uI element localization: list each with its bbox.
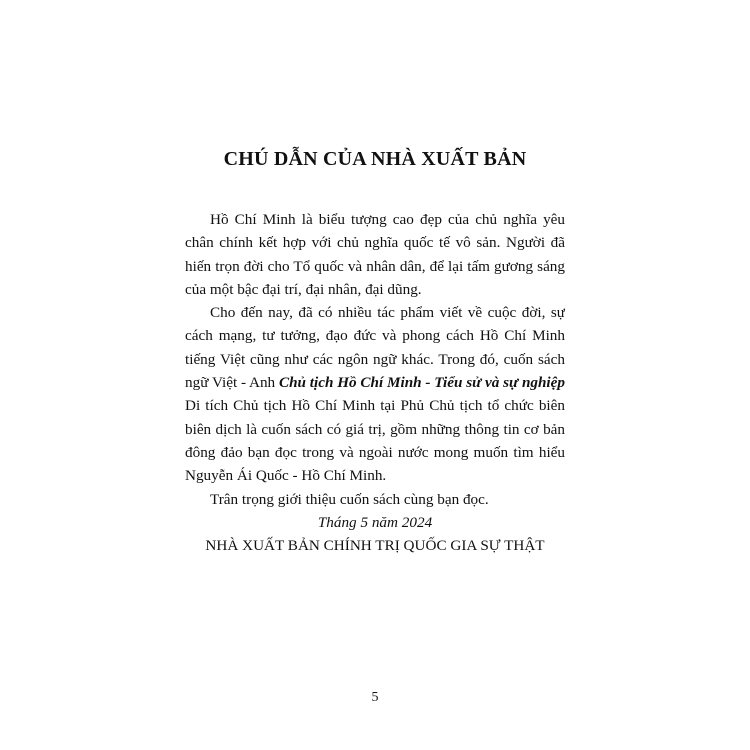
paragraph-2-line-3: tiếng Việt cũng như các ngôn ngữ khác. Trong đó, cuốn sách [185, 350, 565, 368]
paragraph-2-line-1: Cho đến nay, đã có nhiều tác phẩm viết về cuộc đời, sự [210, 304, 565, 322]
signature-date: Tháng 5 năm 2024 [317, 514, 433, 531]
paragraph-1-line-2: chân chính kết hợp với chủ nghĩa quốc tế vô sản. Người đã [185, 234, 565, 252]
paragraph-2-line-6: biên dịch là cuốn sách có giá trị, gồm những thông tin cơ bản [185, 420, 565, 438]
paragraph-2-line-4 [185, 371, 565, 394]
paragraph-2-line-7: đông đảo bạn đọc trong và ngoài nước mong muốn tìm hiểu [185, 443, 565, 461]
paragraph-2-line-5: Di tích Chủ tịch Hồ Chí Minh tại Phủ Chủ tịch tổ chức biên [185, 397, 565, 415]
paragraph-3: Trân trọng giới thiệu cuốn sách cùng bạn đọc. [210, 490, 489, 508]
text-before-book-title: ngữ Việt - Anh [185, 374, 279, 392]
paragraph-1-line-1: Hồ Chí Minh là biểu tượng cao đẹp của chủ nghĩa yêu [210, 211, 565, 228]
paragraph-1-line-3: hiến trọn đời cho Tổ quốc và nhân dân, để lại tấm gương sáng [185, 257, 565, 275]
body-text [185, 208, 565, 511]
paragraph-1-line-4: của một bậc đại trí, đại nhân, đại dũng. [185, 280, 422, 298]
paragraph-2-line-8: Nguyễn Ái Quốc - Hồ Chí Minh. [185, 467, 387, 485]
book-title: Chủ tịch Hồ Chí Minh - Tiểu sử và sự nghiệp [278, 374, 565, 392]
paragraph-2-line-2: cách mạng, tư tưởng, đạo đức và phong cách Hồ Chí Minh [185, 327, 565, 345]
page-number: 5 [371, 690, 379, 705]
page-title: CHÚ DẪN CỦA NHÀ XUẤT BẢN [223, 148, 527, 170]
publisher-name: NHÀ XUẤT BẢN CHÍNH TRỊ QUỐC GIA SỰ THẬT [205, 537, 545, 554]
